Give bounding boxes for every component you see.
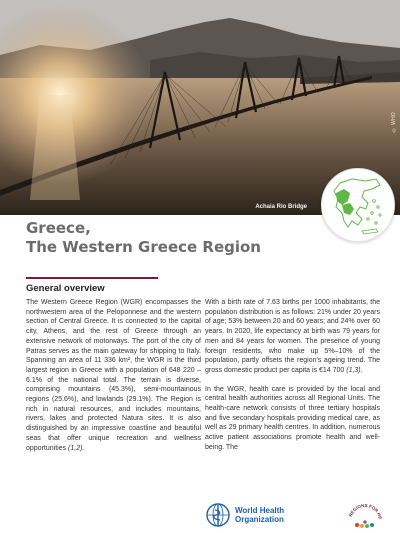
section-rule <box>26 277 158 279</box>
region-map <box>321 168 395 242</box>
svg-text:REGIONS FOR HEALTH <box>345 495 383 520</box>
section-heading: General overview <box>26 283 105 294</box>
paragraph-text: With a birth rate of 7.63 births per 1000 inhabitants, the population distribution is as follows: 21% under 20 years of age; 53% between 20 and 60 years; and 24% over 60 years. In 2020, life expectancy at birth was 79 years for men and 84 years for women. The presence of young foreign residents, who make up 5%–10% of the population, partly offsets the region's ageing trend. The gross domestic product per capita is €14 700 <box>205 299 380 374</box>
reference: (1,3). <box>346 366 363 374</box>
right-column <box>205 298 380 462</box>
photo-credit: © WHO <box>391 112 397 133</box>
paragraph: In the WGR, health care is provided by the local and central health authorities across all Regional Units. The health-care network consists of three tertiary hospitals and five secondary hospitals providing medical care, as well as 29 primary health centres. In addition, numerous active patient associations promote health and well-being. The <box>205 385 380 451</box>
left-column <box>26 298 201 462</box>
paragraph <box>26 298 201 453</box>
paragraph <box>205 298 380 376</box>
title-region: The Western Greece Region <box>26 238 261 256</box>
regions-for-health-logo <box>345 495 385 533</box>
who-logo <box>205 502 325 530</box>
who-name <box>235 506 284 524</box>
who-name-line1: World Health <box>235 506 285 515</box>
paragraph-text: The Western Greece Region (WGR) encompasses the northwestern area of the Peloponnese and the western section of Central Greece. It is connected to the capital city, Athens, and the rest of Greece through an extensive network of motorways. The port of the city of Patras serves as the main gateway for shipping to Italy. Spanning an area of 11 336 km², the WGR is the third largest region in Greece with a population of 648 220 – 6.1% of the national total. The terrain is diverse, comprising mountains (45.3%), semi-mountainous regions (25.6%), and lowlands (29.1%). The Region is rich in natural resources, and includes mountains, rivers, lakes and protected Natura sites. It is also distinguished by an impressive coastline and beautiful seas that offer unique recreation and wellness opportunities <box>26 299 201 452</box>
who-name-line2: Organization <box>235 515 284 524</box>
rfh-text: REGIONS FOR HE <box>347 502 383 520</box>
greece-map-icon <box>322 169 395 242</box>
rfh-figures-icon <box>355 520 374 528</box>
photo-caption: Achaia Rio Bridge <box>255 204 307 210</box>
page-title <box>26 219 316 257</box>
who-emblem-icon <box>205 502 231 528</box>
reference: (1,2). <box>68 444 85 452</box>
title-country: Greece, <box>26 219 91 237</box>
